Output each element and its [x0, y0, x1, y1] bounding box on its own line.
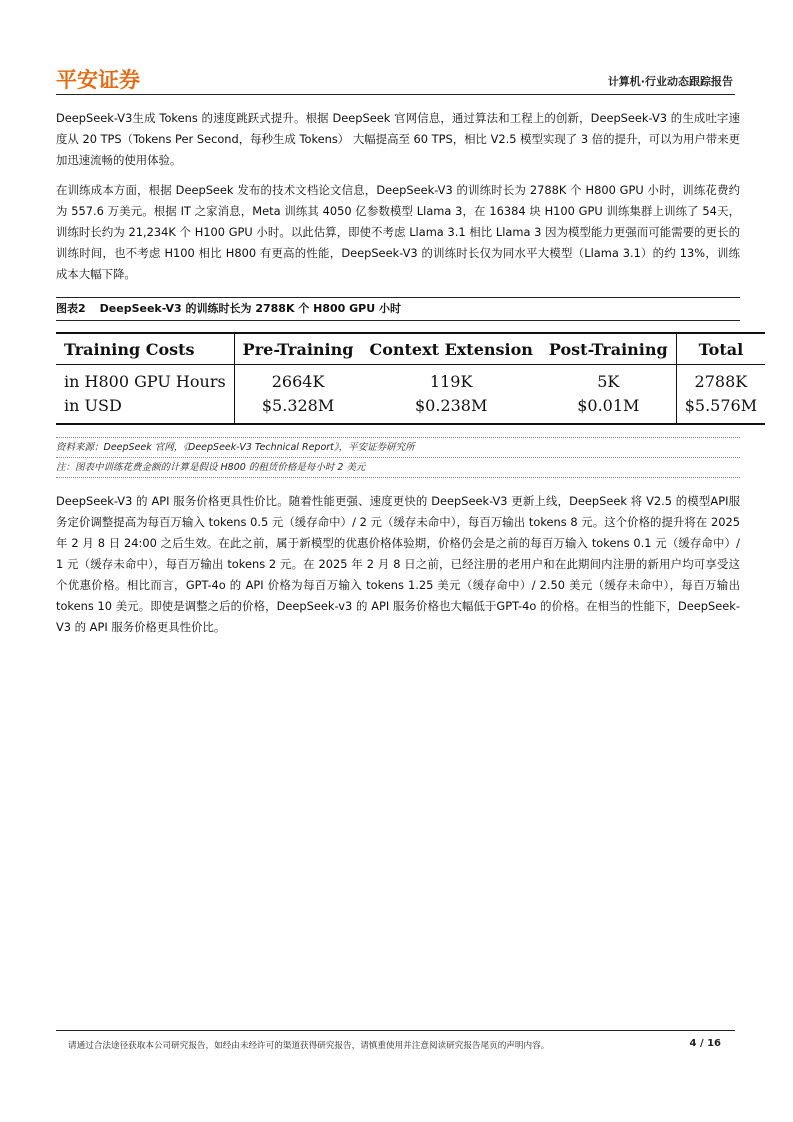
- figure-caption: [56, 297, 740, 321]
- table-row: [56, 394, 765, 424]
- header-post-training: Post-Training: [548, 340, 668, 359]
- table-cell: 5K: [597, 372, 620, 391]
- row-label: in USD: [56, 394, 234, 424]
- page-header: [56, 64, 735, 95]
- footer-disclaimer: 请通过合法途径获取本公司研究报告，如经由未经许可的渠道获得研究报告，请慎重使用并注意阅读研究报告尾页的声明内容。: [68, 1041, 550, 1051]
- table-row: [56, 365, 765, 395]
- paragraph-api-pricing: DeepSeek-V3 的 API 服务价格更具性价比。随着性能更强、速度更快的 DeepSeek-V3 更新上线，DeepSeek 将 V2.5 的模型API服务定价调整提高为每百万输入 tokens 0.5 元（缓存命中）/ 2 元（缓存未命中），每百万输出 tokens 8 元。这个价格的提升将在 2025 年 2 月 8 日 24:00 之后生效。在此之前，属于新模型的优惠价格体验期，价格仍会是之前的每百万输入 tokens 0.1 元（缓存命中）/ 1 元（缓存未命中），每百万输出 tokens 2 元。在 2025 年 2 月 8 日之前，已经注册的老用户和在此期间内注册的新用户均可享受这个优惠价格。相比而言，GPT-4o 的 API 价格为每百万输入 tokens 1.25 美元（缓存命中）/ 2.50 美元（缓存未命中），每百万输出 tokens 10 美元。即使是调整之后的价格，DeepSeek-v3 的 API 服务价格也大幅低于GPT-4o 的价格。在相当的性能下，DeepSeek-V3 的 API 服务价格更具性价比。: [56, 494, 740, 634]
- table-cell: 2664K: [271, 372, 325, 391]
- header-training-costs: Training Costs: [56, 333, 234, 365]
- table-cell: $0.238M: [414, 396, 488, 415]
- table-header-row: [56, 333, 765, 365]
- report-type: 计算机·行业动态跟踪报告: [607, 75, 733, 88]
- table-cell: $5.328M: [261, 396, 335, 415]
- table-cell-total: 2788K: [676, 365, 765, 395]
- figure-number: 图表2: [56, 302, 86, 315]
- paragraph-token-speed: DeepSeek-V3生成 Tokens 的速度跳跃式提升。根据 DeepSeek 官网信息，通过算法和工程上的创新，DeepSeek-V3 的生成吐字速度从 20 TPS（Tokens Per Second，每秒生成 Tokens） 大幅提高至 60 TPS，相比 V2.5 模型实现了 3 倍的提升，可以为用户带来更加迅速流畅的使用体验。: [56, 111, 740, 167]
- training-costs-table: [56, 332, 765, 425]
- page-number: 4 / 16: [689, 1038, 721, 1049]
- figure-note: 注：图表中训练花费金额的计算是假设 H800 的租赁价格是每小时 2 美元: [56, 458, 740, 478]
- table-cell-total: $5.576M: [676, 394, 765, 424]
- paragraph-training-cost: 在训练成本方面，根据 DeepSeek 发布的技术文档论文信息，DeepSeek-V3 的训练时长为 2788K 个 H800 GPU 小时，训练花费约为 557.6 万美元。根据 IT 之家消息，Meta 训练其 4050 亿参数模型 Llama 3，在 16384 块 H100 GPU 训练集群上训练了 54天，训练时长约为 21,234K 个 H100 GPU 小时。以此估算，即使不考虑 Llama 3.1 相比 Llama 3 因为模型能力更强而可能需要的更长的训练时间，也不考虑 H100 相比 H800 有更高的性能，DeepSeek-V3 的训练时长仅为同水平大模型（Llama 3.1）的约 13%，训练成本大幅下降。: [56, 183, 740, 281]
- figure-title: DeepSeek-V3 的训练时长为 2788K 个 H800 GPU 小时: [99, 302, 401, 315]
- training-costs-table-wrapper: [56, 332, 758, 425]
- table-cell: 119K: [429, 372, 473, 391]
- company-logo: 平安证券: [56, 68, 140, 92]
- header-context-extension: Context Extension: [369, 340, 533, 359]
- header-pre-training: Pre-Training: [242, 340, 354, 359]
- figure-notes: [56, 437, 740, 478]
- page-footer: [56, 1030, 735, 1051]
- figure-source: 资料来源：DeepSeek 官网，《DeepSeek-V3 Technical Report》，平安证券研究所: [56, 438, 740, 458]
- header-total: Total: [676, 333, 765, 365]
- row-label: in H800 GPU Hours: [56, 365, 234, 395]
- table-cell: $0.01M: [577, 396, 640, 415]
